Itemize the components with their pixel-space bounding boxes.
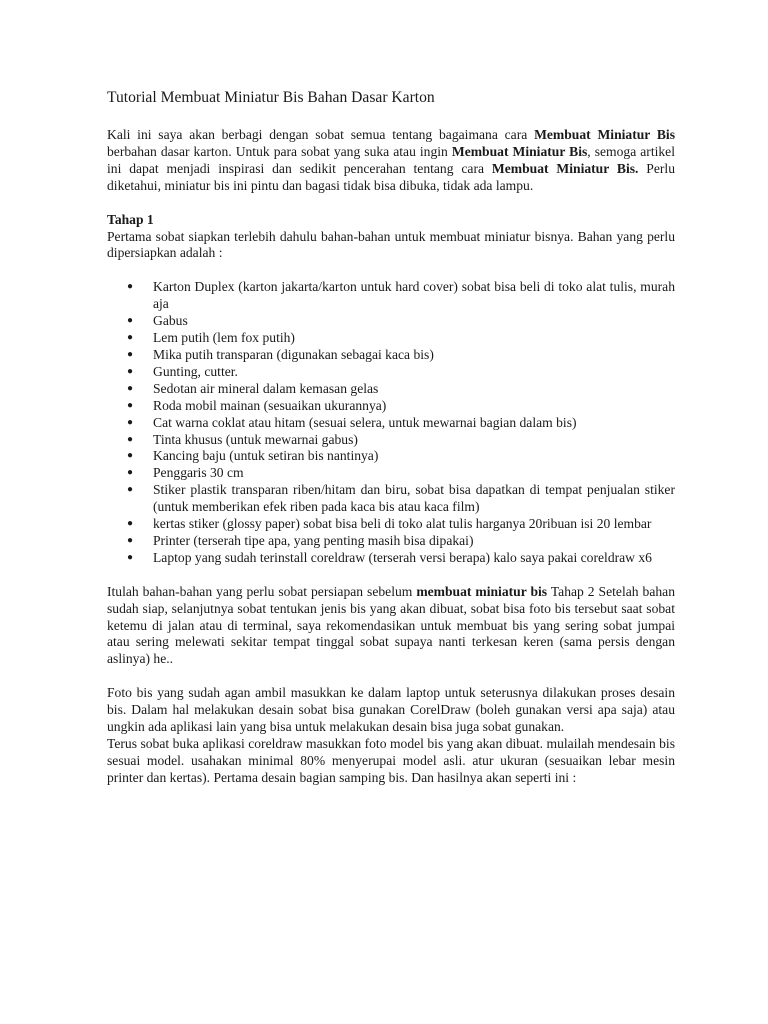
list-item-text: Roda mobil mainan (sesuaikan ukurannya) [153,397,387,413]
list-item-text: Cat warna coklat atau hitam (sesuai selera, untuk mewarnai bagian dalam bis) [153,414,577,430]
intro-paragraph [107,127,675,195]
list-item-text: kertas stiker (glossy paper) sobat bisa beli di toko alat tulis harganya 20ribuan isi 20 lembar [153,516,652,532]
text-run: Itulah bahan-bahan yang perlu sobat persiapan sebelum [107,583,417,599]
list-item-text: Penggaris 30 cm [153,465,244,481]
list-item-text: Gabus [153,313,188,329]
list-item [107,415,675,432]
list-item-text: Laptop yang sudah terinstall coreldraw (terserah versi berapa) kalo saya pakai coreldraw x6 [153,549,652,565]
bullet-icon: ● [127,484,134,496]
text-run: , semoga artikel ini dapat menjadi inspirasi dan sedikit pencerahan tentang cara [107,143,675,176]
list-item [107,448,675,465]
list-item [107,381,675,398]
bold-text-run: membuat miniatur bis [416,583,548,599]
bold-text-run: Membuat Miniatur Bis [534,127,675,142]
list-item-text: Printer (terserah tipe apa, yang penting masih bisa dipakai) [153,532,474,548]
tahap1-paragraph: Pertama sobat siapkan terlebih dahulu bahan-bahan untuk membuat miniatur bisnya. Bahan yang perlu dipersiapkan adalah : [107,228,675,261]
bullet-icon: ● [127,467,134,479]
list-item [107,482,675,516]
text-run: Tahap 2 Setelah bahan sudah siap, selanjutnya sobat tentukan jenis bis yang akan dibuat, sobat bisa foto bis tersebut saat sobat ketemu di jalan atau di terminal, saya rekomendasikan untuk membuat bis yang sering sobat jumpai atau sering melewati sekitar tempat tinggal sobat supaya nanti terkesan keren (sama persis dengan aslinya) he.. [107,583,675,667]
tahap1-heading: Tahap 1 [107,211,154,227]
bullet-icon: ● [127,399,134,411]
list-item [107,432,675,449]
bullet-icon: ● [127,433,134,445]
list-item [107,347,675,364]
list-item-text: Karton Duplex (karton jakarta/karton untuk hard cover) sobat bisa beli di toko alat tulis, murah aja [153,279,675,312]
list-item [107,398,675,415]
bullet-icon: ● [127,518,134,530]
bullet-icon: ● [127,281,134,293]
spacer [107,567,675,584]
text-run: berbahan dasar karton. Untuk para sobat yang suka atau ingin [107,143,452,159]
materials-list [107,279,675,566]
list-item [107,279,675,313]
list-item [107,330,675,347]
list-item [107,533,675,550]
bullet-icon: ● [127,551,134,563]
bold-text-run: Membuat Miniatur Bis. [491,160,639,176]
spacer [107,195,675,212]
after-list-paragraph [107,584,675,669]
document-title: Tutorial Membuat Miniatur Bis Bahan Dasar Karton [107,89,435,106]
spacer [107,262,675,279]
spacer [107,668,675,685]
list-item-text: Lem putih (lem fox putih) [153,330,295,346]
bullet-icon: ● [127,365,134,377]
list-item [107,364,675,381]
bullet-icon: ● [127,348,134,360]
bullet-icon: ● [127,315,134,327]
bullet-icon: ● [127,382,134,394]
bullet-icon: ● [127,332,134,344]
list-item-text: Mika putih transparan (digunakan sebagai kaca bis) [153,346,434,362]
list-item [107,313,675,330]
design-paragraph: Foto bis yang sudah agan ambil masukkan ke dalam laptop untuk seterusnya dilakukan proses desain bis. Dalam hal melakukan desain sobat bisa gunakan CorelDraw (boleh gunakan versi apa saja) atau ungkin ada aplikasi lain yang bisa untuk melakukan desain bisa juga sobat gunakan. [107,685,675,735]
bold-text-run: Membuat Miniatur Bis [451,143,588,159]
list-item-text: Stiker plastik transparan riben/hitam dan biru, sobat bisa dapatkan di tempat penjualan stiker (untuk memberikan efek riben pada kaca bis atau kaca film) [153,482,675,515]
bullet-icon: ● [127,534,134,546]
list-item [107,516,675,533]
list-item-text: Kancing baju (untuk setiran bis nantinya) [153,448,379,464]
text-run: Kali ini saya akan berbagi dengan sobat semua tentang bagaimana cara [107,127,535,142]
list-item [107,465,675,482]
bullet-icon: ● [127,416,134,428]
list-item-text: Sedotan air mineral dalam kemasan gelas [153,380,379,396]
text-run: Perlu diketahui, miniatur bis ini pintu dan bagasi tidak bisa dibuka, tidak ada lampu. [107,160,676,193]
list-item-text: Gunting, cutter. [153,363,238,379]
bullet-icon: ● [127,450,134,462]
list-item [107,550,675,567]
document-page [107,88,675,787]
list-item-text: Tinta khusus (untuk mewarnai gabus) [153,431,358,447]
coreldraw-paragraph: Terus sobat buka aplikasi coreldraw masukkan foto model bis yang akan dibuat. mulailah mendesain bis sesuai model. usahakan minimal 80% menyerupai model asli. atur ukuran (sesuaikan lebar mesin printer dan kertas). Pertama desain bagian samping bis. Dan hasilnya akan seperti ini : [107,736,675,785]
